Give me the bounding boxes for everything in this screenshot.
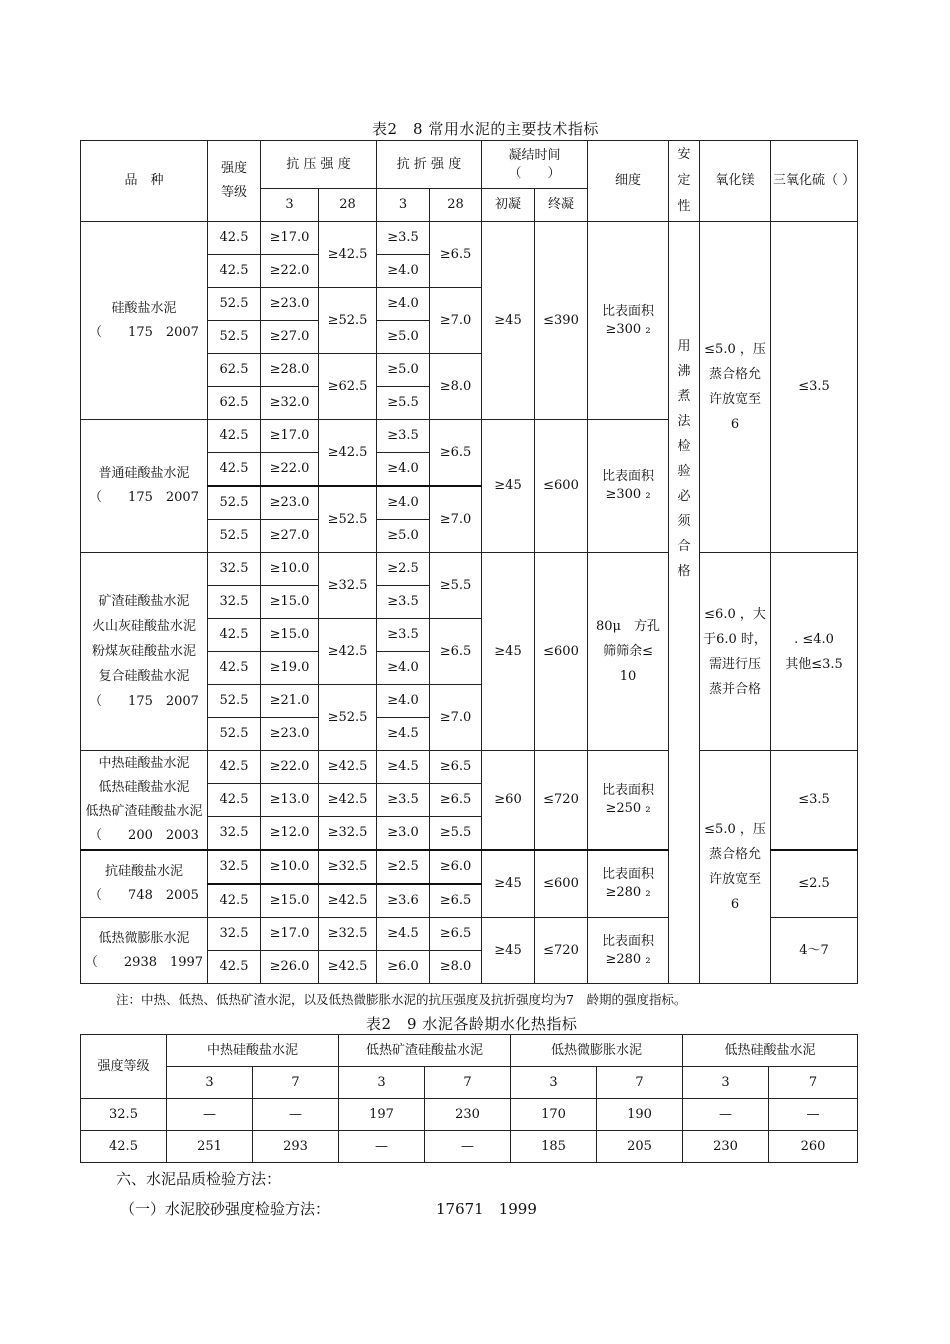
- grade-cell: 42.5: [208, 222, 261, 255]
- section-item-label: （一）水泥胶砂强度检验方法：: [120, 1200, 331, 1218]
- f3-cell: ≥5.0: [377, 354, 430, 387]
- c3-cell: ≥22.0: [261, 751, 319, 784]
- f28-cell: ≥6.5: [430, 918, 482, 951]
- header-age: 3: [683, 1067, 769, 1099]
- c28-cell: ≥32.5: [319, 817, 377, 851]
- f3-cell: ≥6.0: [377, 951, 430, 984]
- c3-cell: ≥15.0: [261, 884, 319, 918]
- fineness-cell: 比表面积 ≥250 ₂: [588, 751, 669, 851]
- initial-set-cell: ≥45: [482, 222, 535, 420]
- f3-cell: ≥5.5: [377, 387, 430, 420]
- c28-cell: ≥62.5: [319, 354, 377, 420]
- final-set-cell: ≤600: [535, 420, 588, 553]
- header-age: 3: [167, 1067, 253, 1099]
- f28-cell: ≥6.5: [430, 884, 482, 918]
- fineness-cell: 80μ 方孔 筛筛余≤ 10: [588, 553, 669, 751]
- variety-cell: 矿渣硅酸盐水泥 火山灰硅酸盐水泥 粉煤灰硅酸盐水泥 复合硅酸盐水泥 （ 175 2007: [81, 553, 208, 751]
- value-cell: 185: [511, 1131, 597, 1163]
- f3-cell: ≥4.0: [377, 288, 430, 321]
- f3-cell: ≥4.5: [377, 918, 430, 951]
- f3-cell: ≥2.5: [377, 553, 430, 586]
- header-variety: 品 种: [81, 141, 208, 222]
- c28-cell: ≥32.5: [319, 850, 377, 884]
- header-grade: 强度等级: [208, 141, 261, 222]
- table2-caption: 表2 9 水泥各龄期水化热指标: [366, 1015, 578, 1033]
- c28-cell: ≥32.5: [319, 553, 377, 619]
- f3-cell: ≥3.5: [377, 784, 430, 817]
- c3-cell: ≥23.0: [261, 718, 319, 751]
- value-cell: 230: [683, 1131, 769, 1163]
- mgo-cell: ≤6.0 ，大 于6.0 时， 需进行压 蒸并合格: [700, 553, 771, 751]
- grade-cell: 32.5: [208, 918, 261, 951]
- cement-specs-table: [80, 140, 858, 984]
- initial-set-cell: ≥45: [482, 850, 535, 918]
- grade-cell: 42.5: [208, 951, 261, 984]
- f3-cell: ≥4.5: [377, 718, 430, 751]
- c3-cell: ≥15.0: [261, 586, 319, 619]
- so3-cell: ≤2.5: [771, 850, 858, 918]
- mgo-cell: ≤5.0 ，压 蒸合格允 许放宽至 6: [700, 751, 771, 984]
- header-age: 7: [769, 1067, 858, 1099]
- grade-cell: 42.5: [81, 1131, 167, 1163]
- c28-cell: ≥42.5: [319, 751, 377, 784]
- variety-cell: 抗硅酸盐水泥 （ 748 2005: [81, 850, 208, 918]
- grade-cell: 52.5: [208, 486, 261, 520]
- f28-cell: ≥6.0: [430, 850, 482, 884]
- f28-cell: ≥7.0: [430, 685, 482, 751]
- f3-cell: ≥3.0: [377, 817, 430, 851]
- section-heading: 六、水泥品质检验方法：: [116, 1170, 282, 1188]
- value-cell: —: [683, 1099, 769, 1131]
- hydration-heat-table: [80, 1034, 858, 1163]
- value-cell: —: [339, 1131, 425, 1163]
- c3-cell: ≥13.0: [261, 784, 319, 817]
- header-grade: 强度等级: [81, 1035, 167, 1099]
- c3-cell: ≥17.0: [261, 420, 319, 453]
- grade-cell: 52.5: [208, 685, 261, 718]
- soundness-cell: 用 沸 煮 法 检 验 必 须 合 格: [669, 222, 700, 984]
- c3-cell: ≥10.0: [261, 553, 319, 586]
- f3-cell: ≥4.0: [377, 453, 430, 487]
- c28-cell: ≥42.5: [319, 884, 377, 918]
- grade-cell: 32.5: [208, 817, 261, 851]
- grade-cell: 42.5: [208, 784, 261, 817]
- c3-cell: ≥17.0: [261, 918, 319, 951]
- variety-cell: 低热微膨胀水泥 （ 2938 1997: [81, 918, 208, 984]
- mgo-cell: ≤5.0 ，压 蒸合格允 许放宽至 6: [700, 222, 771, 553]
- f28-cell: ≥6.5: [430, 751, 482, 784]
- table1-caption: 表2 8 常用水泥的主要技术指标: [372, 120, 599, 138]
- c28-cell: ≥42.5: [319, 619, 377, 685]
- grade-cell: 52.5: [208, 288, 261, 321]
- f28-cell: ≥6.5: [430, 619, 482, 685]
- so3-cell: ≤3.5: [771, 222, 858, 553]
- c28-cell: ≥42.5: [319, 420, 377, 487]
- fineness-cell: 比表面积 ≥300 ₂: [588, 222, 669, 420]
- so3-cell: 4～7: [771, 918, 858, 984]
- f28-cell: ≥8.0: [430, 354, 482, 420]
- f3-cell: ≥4.5: [377, 751, 430, 784]
- f3-cell: ≥4.0: [377, 685, 430, 718]
- header-c3: 3: [261, 189, 319, 222]
- f3-cell: ≥4.0: [377, 255, 430, 288]
- initial-set-cell: ≥45: [482, 420, 535, 553]
- final-set-cell: ≤390: [535, 222, 588, 420]
- fineness-cell: 比表面积 ≥280 ₂: [588, 918, 669, 984]
- c3-cell: ≥22.0: [261, 453, 319, 487]
- f3-cell: ≥5.0: [377, 321, 430, 354]
- header-c28: 28: [319, 189, 377, 222]
- value-cell: 197: [339, 1099, 425, 1131]
- f3-cell: ≥4.0: [377, 486, 430, 520]
- value-cell: 251: [167, 1131, 253, 1163]
- grade-cell: 42.5: [208, 652, 261, 685]
- initial-set-cell: ≥45: [482, 553, 535, 751]
- c3-cell: ≥23.0: [261, 288, 319, 321]
- header-initial: 初凝: [482, 189, 535, 222]
- grade-cell: 42.5: [208, 255, 261, 288]
- value-cell: —: [253, 1099, 339, 1131]
- header-age: 7: [597, 1067, 683, 1099]
- grade-cell: 32.5: [208, 586, 261, 619]
- f28-cell: ≥6.5: [430, 222, 482, 288]
- c3-cell: ≥23.0: [261, 486, 319, 520]
- grade-cell: 42.5: [208, 751, 261, 784]
- grade-cell: 42.5: [208, 453, 261, 487]
- f28-cell: ≥5.5: [430, 553, 482, 619]
- grade-cell: 32.5: [81, 1099, 167, 1131]
- header-compressive: 抗 压 强 度: [261, 141, 377, 189]
- c28-cell: ≥52.5: [319, 685, 377, 751]
- value-cell: 170: [511, 1099, 597, 1131]
- grade-cell: 32.5: [208, 553, 261, 586]
- c3-cell: ≥21.0: [261, 685, 319, 718]
- header-f28: 28: [430, 189, 482, 222]
- c3-cell: ≥12.0: [261, 817, 319, 851]
- c3-cell: ≥17.0: [261, 222, 319, 255]
- value-cell: 293: [253, 1131, 339, 1163]
- grade-cell: 52.5: [208, 718, 261, 751]
- fineness-cell: 比表面积 ≥280 ₂: [588, 850, 669, 918]
- f3-cell: ≥3.5: [377, 586, 430, 619]
- c3-cell: ≥10.0: [261, 850, 319, 884]
- f28-cell: ≥8.0: [430, 951, 482, 984]
- c28-cell: ≥42.5: [319, 222, 377, 288]
- so3-cell: ≤3.5: [771, 751, 858, 851]
- c28-cell: ≥42.5: [319, 784, 377, 817]
- table-row: [81, 1099, 858, 1131]
- value-cell: —: [425, 1131, 511, 1163]
- f3-cell: ≥3.5: [377, 222, 430, 255]
- header-so3: 三氧化硫（ ）: [771, 141, 858, 222]
- grade-cell: 42.5: [208, 420, 261, 453]
- f3-cell: ≥3.5: [377, 619, 430, 652]
- grade-cell: 52.5: [208, 321, 261, 354]
- variety-cell: 硅酸盐水泥 （ 175 2007: [81, 222, 208, 420]
- grade-cell: 32.5: [208, 850, 261, 884]
- c3-cell: ≥27.0: [261, 321, 319, 354]
- f28-cell: ≥5.5: [430, 817, 482, 851]
- c3-cell: ≥26.0: [261, 951, 319, 984]
- value-cell: 190: [597, 1099, 683, 1131]
- c28-cell: ≥52.5: [319, 486, 377, 553]
- so3-cell: . ≤4.0 其他≤3.5: [771, 553, 858, 751]
- section-item-standard: 17671 1999: [436, 1200, 537, 1218]
- grade-cell: 52.5: [208, 520, 261, 553]
- header-f3: 3: [377, 189, 430, 222]
- f28-cell: ≥6.5: [430, 784, 482, 817]
- final-set-cell: ≤720: [535, 751, 588, 851]
- f28-cell: ≥7.0: [430, 486, 482, 553]
- header-setting-time: 凝结时间 （ ）: [482, 141, 588, 189]
- f3-cell: ≥5.0: [377, 520, 430, 553]
- value-cell: —: [167, 1099, 253, 1131]
- value-cell: 230: [425, 1099, 511, 1131]
- final-set-cell: ≤720: [535, 918, 588, 984]
- f28-cell: ≥7.0: [430, 288, 482, 354]
- value-cell: 205: [597, 1131, 683, 1163]
- c28-cell: ≥42.5: [319, 951, 377, 984]
- grade-cell: 62.5: [208, 387, 261, 420]
- f3-cell: ≥3.5: [377, 420, 430, 453]
- value-cell: —: [769, 1099, 858, 1131]
- c3-cell: ≥15.0: [261, 619, 319, 652]
- table-row: [81, 1131, 858, 1163]
- final-set-cell: ≤600: [535, 553, 588, 751]
- f3-cell: ≥4.0: [377, 652, 430, 685]
- c3-cell: ≥32.0: [261, 387, 319, 420]
- initial-set-cell: ≥45: [482, 918, 535, 984]
- header-mgo: 氧化镁: [700, 141, 771, 222]
- grade-cell: 42.5: [208, 884, 261, 918]
- header-final: 终凝: [535, 189, 588, 222]
- header-age: 7: [425, 1067, 511, 1099]
- header-type: 低热矿渣硅酸盐水泥: [339, 1035, 511, 1067]
- c3-cell: ≥27.0: [261, 520, 319, 553]
- c3-cell: ≥22.0: [261, 255, 319, 288]
- header-type: 低热微膨胀水泥: [511, 1035, 683, 1067]
- f3-cell: ≥3.6: [377, 884, 430, 918]
- header-flexural: 抗 折 强 度: [377, 141, 482, 189]
- c3-cell: ≥19.0: [261, 652, 319, 685]
- header-soundness: 安定性: [669, 141, 700, 222]
- header-fineness: 细度: [588, 141, 669, 222]
- variety-cell: 中热硅酸盐水泥 低热硅酸盐水泥 低热矿渣硅酸盐水泥 （ 200 2003: [81, 751, 208, 851]
- c28-cell: ≥32.5: [319, 918, 377, 951]
- table1-note: 注：中热、低热、低热矿渣水泥，以及低热微膨胀水泥的抗压强度及抗折强度均为7 龄期的强度指标。: [116, 992, 687, 1007]
- header-age: 7: [253, 1067, 339, 1099]
- fineness-cell: 比表面积 ≥300 ₂: [588, 420, 669, 553]
- f3-cell: ≥2.5: [377, 850, 430, 884]
- c3-cell: ≥28.0: [261, 354, 319, 387]
- variety-cell: 普通硅酸盐水泥 （ 175 2007: [81, 420, 208, 553]
- c28-cell: ≥52.5: [319, 288, 377, 354]
- value-cell: 260: [769, 1131, 858, 1163]
- header-type: 中热硅酸盐水泥: [167, 1035, 339, 1067]
- header-type: 低热硅酸盐水泥: [683, 1035, 858, 1067]
- header-age: 3: [339, 1067, 425, 1099]
- final-set-cell: ≤600: [535, 850, 588, 918]
- grade-cell: 42.5: [208, 619, 261, 652]
- f28-cell: ≥6.5: [430, 420, 482, 487]
- header-age: 3: [511, 1067, 597, 1099]
- initial-set-cell: ≥60: [482, 751, 535, 851]
- grade-cell: 62.5: [208, 354, 261, 387]
